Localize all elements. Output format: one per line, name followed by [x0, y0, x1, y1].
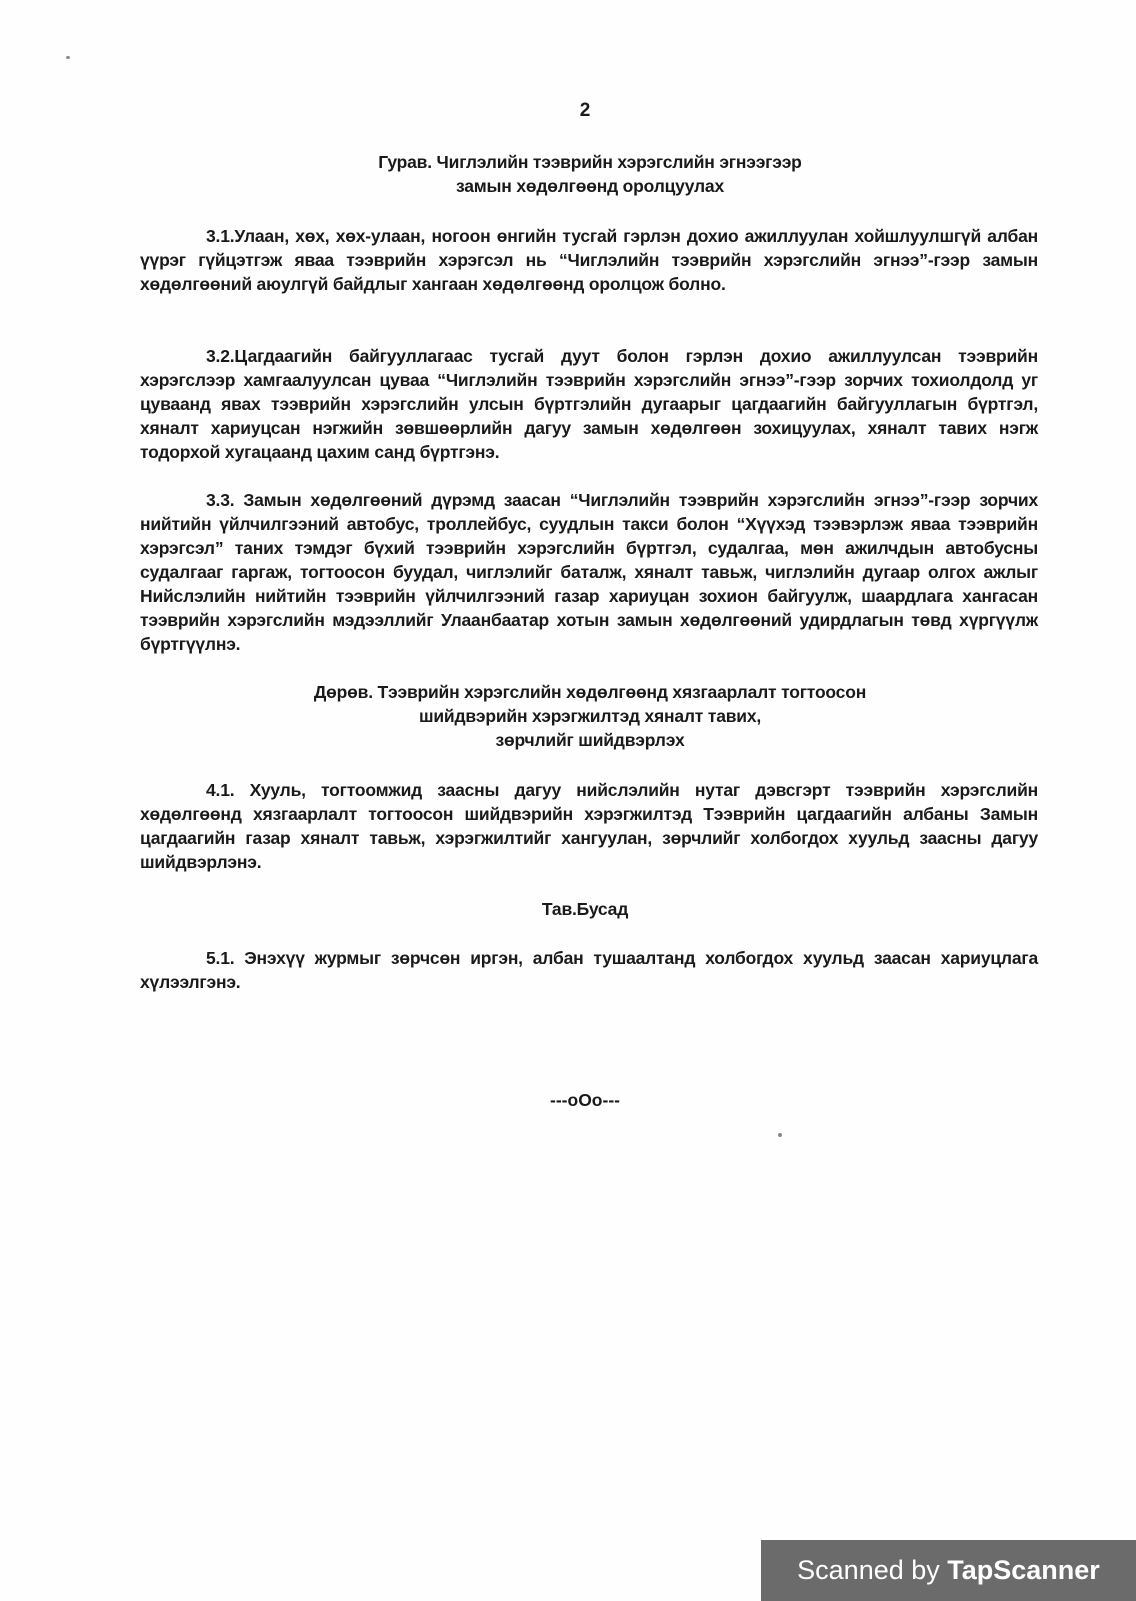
section-3-heading-line-1: Гурав. Чиглэлийн тээврийн хэрэгслийн эгнээгээр	[378, 152, 802, 172]
paragraph-3-2: 3.2.Цагдаагийн байгууллагаас тусгай дуут болон гэрлэн дохио ажиллуулсан тээврийн хэрэгслээр хамгаалуулсан цуваа “Чиглэлийн тээврийн хэрэгслийн эгнээ”-гээр зорчих тохиолдолд уг цуваанд явах тээврийн хэрэгслийн улсын бүртгэлийн дугаарыг цагдаагийн байгууллагын бүртгэл, хяналт хариуцсан нэгжийн зөвшөөрлийн дагуу замын хөдөлгөөн зохицуулах, хяналт тавих нэгж тодорхой хугацаанд цахим санд бүртгэнэ.	[140, 346, 1038, 462]
section-4-heading	[140, 680, 1040, 752]
section-4-heading-line-3: зөрчлийг шийдвэрлэх	[495, 730, 685, 750]
paragraph-4-1: 4.1. Хууль, тогтоомжид заасны дагуу нийслэлийн нутаг дэвсгэрт тээврийн хэрэгслийн хөдөлгөөнд хязгаарлалт тогтоосон шийдвэрийн хэрэгжилтэд Тээврийн цагдаагийн албаны Замын цагдаагийн газар хяналт тавьж, хэрэгжилтийг хангуулан, зөрчлийг холбогдох хуульд заасны дагуу шийдвэрлэнэ.	[140, 780, 1038, 872]
section-3-heading-line-2: замын хөдөлгөөнд оролцуулах	[456, 176, 724, 196]
document-end-mark: ---oOo---	[550, 1090, 620, 1110]
watermark-brand: TapScanner	[947, 1555, 1100, 1585]
paragraph-3-1: 3.1.Улаан, хөх, хөх-улаан, ногоон өнгийн тусгай гэрлэн дохио ажиллуулан хойшлуулшгүй албан үүрэг гүйцэтгэж яваа тээврийн хэрэгсэл нь “Чиглэлийн тээврийн хэрэгслийн эгнээ”-гээр замын хөдөлгөөний аюулгүй байдлыг хангаан хөдөлгөөнд оролцож болно.	[140, 226, 1038, 294]
section-4-heading-line-2: шийдвэрийн хэрэгжилтэд хяналт тавих,	[418, 706, 762, 726]
section-3-heading	[140, 150, 1040, 198]
page-number: 2	[579, 100, 591, 121]
watermark-prefix: Scanned by	[797, 1555, 948, 1585]
section-4-heading-line-1: Дөрөв. Тээврийн хэрэгслийн хөдөлгөөнд хязгаарлалт тогтоосон	[313, 682, 867, 702]
section-5-heading: Тав.Бусад	[541, 899, 629, 919]
scan-speck	[778, 1133, 782, 1137]
paragraph-3-3: 3.3. Замын хөдөлгөөний дүрэмд заасан “Чиглэлийн тээврийн хэрэгслийн эгнээ”-гээр зорчих нийтийн үйлчилгээний автобус, троллейбус, суудлын такси болон “Хүүхэд тээвэрлэж яваа тээврийн хэрэгсэл” таних тэмдэг бүхий тээврийн хэрэгслийн бүртгэл, судалгаа, мөн ажилчдын автобусны судалгааг гаргаж, тогтоосон буудал, чиглэлийг баталж, хяналт тавьж, чиглэлийн дугаар олгох ажлыг Нийслэлийн нийтийн тээврийн үйлчилгээний газар хариуцан зохион байгуулж, шаардлага хангасан тээврийн хэрэгслийн мэдээллийг Улаанбаатар хотын замын хөдөлгөөний удирдлагын төвд хүргүүлж бүртгүүлнэ.	[140, 490, 1038, 654]
scanner-watermark-banner	[761, 1540, 1136, 1601]
paragraph-5-1: 5.1. Энэхүү журмыг зөрчсөн иргэн, албан тушаалтанд холбогдох хуульд заасан хариуцлага хүлээлгэнэ.	[140, 948, 1038, 992]
scan-speck	[66, 56, 70, 59]
